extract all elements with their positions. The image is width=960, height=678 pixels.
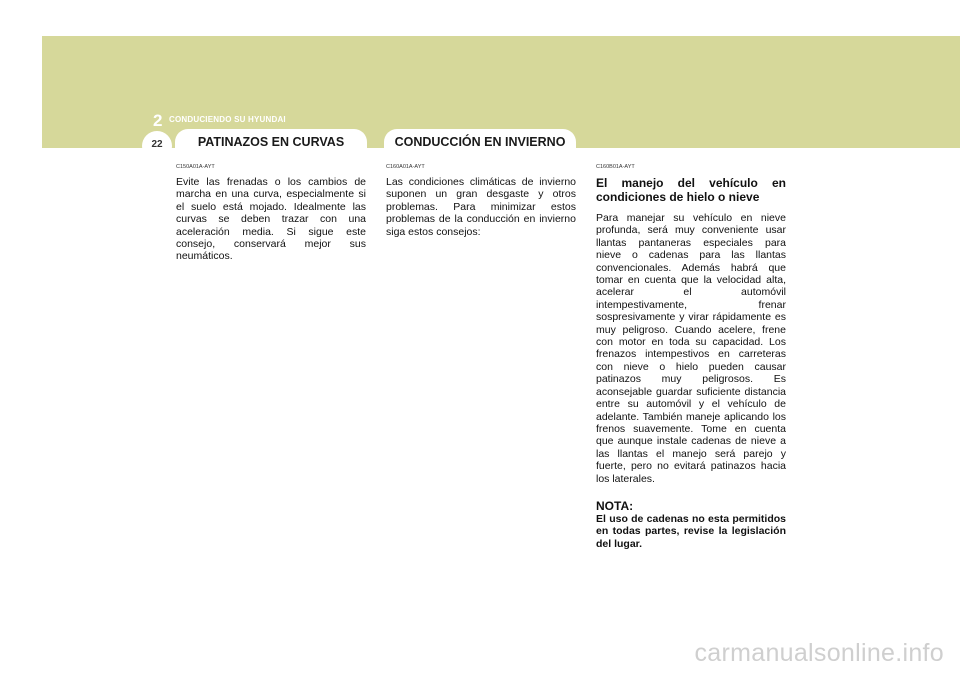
subheading: El manejo del vehículo en condiciones de hielo o nieve — [596, 176, 786, 204]
watermark: carmanualsonline.info — [694, 639, 944, 667]
section-code: C160A01A-AYT — [386, 164, 425, 170]
section-code: C160B01A-AYT — [596, 164, 635, 170]
body-text: Evite las frenadas o los cambios de marcha en una curva, especialmente si el suelo está mojado. Idealmente las curvas se deben trazar con una aceleración media. Si sigue este consejo, conservará mejor sus neumáticos. — [176, 176, 366, 263]
column-patinazos — [176, 164, 366, 263]
note-text: El uso de cadenas no esta permitidos en todas partes, revise la legislación del lugar. — [596, 512, 786, 550]
section-tab-invierno: CONDUCCIÓN EN INVIERNO — [384, 129, 576, 155]
section-tab-patinazos: PATINAZOS EN CURVAS — [175, 129, 367, 155]
section-code: C150A01A-AYT — [176, 164, 215, 170]
chapter-number: 2 — [153, 111, 163, 130]
page-number: 22 — [151, 139, 163, 150]
note-title: NOTA: — [596, 498, 634, 513]
chapter-title: CONDUCIENDO SU HYUNDAI — [169, 115, 286, 124]
column-invierno — [386, 164, 576, 238]
column-hielo-nieve — [596, 164, 786, 550]
body-text: Las condiciones climáticas de invierno suponen un gran desgaste y otros problemas. Para minimizar estos problemas de la conducción en invierno siga estos consejos: — [386, 176, 576, 238]
body-text: Para manejar su vehículo en nieve profunda, será muy conveniente usar llantas pantaneras especiales para nieve o cadenas para las llantas convencionales. Además habrá que tomar en cuenta que la velocidad alta, acelerar el automóvil intempestivamente, frenar sospresivamente y virar rápidamente es muy peligroso. Cuando acelere, frene con motor en toda su capacidad. Los frenazos intempestivos en carreteras con nieve o hielo pueden causar patinazos muy peligrosos. Es aconsejable guardar suficiente distancia entre su automóvil y el vehículo de adelante. También maneje aplicando los frenos suavemente. Tome en cuenta que aunque instale cadenas de nieve a las llantas el manejo será parejo y fuerte, pero no evitará patinazos hacia los laterales. — [596, 212, 786, 485]
